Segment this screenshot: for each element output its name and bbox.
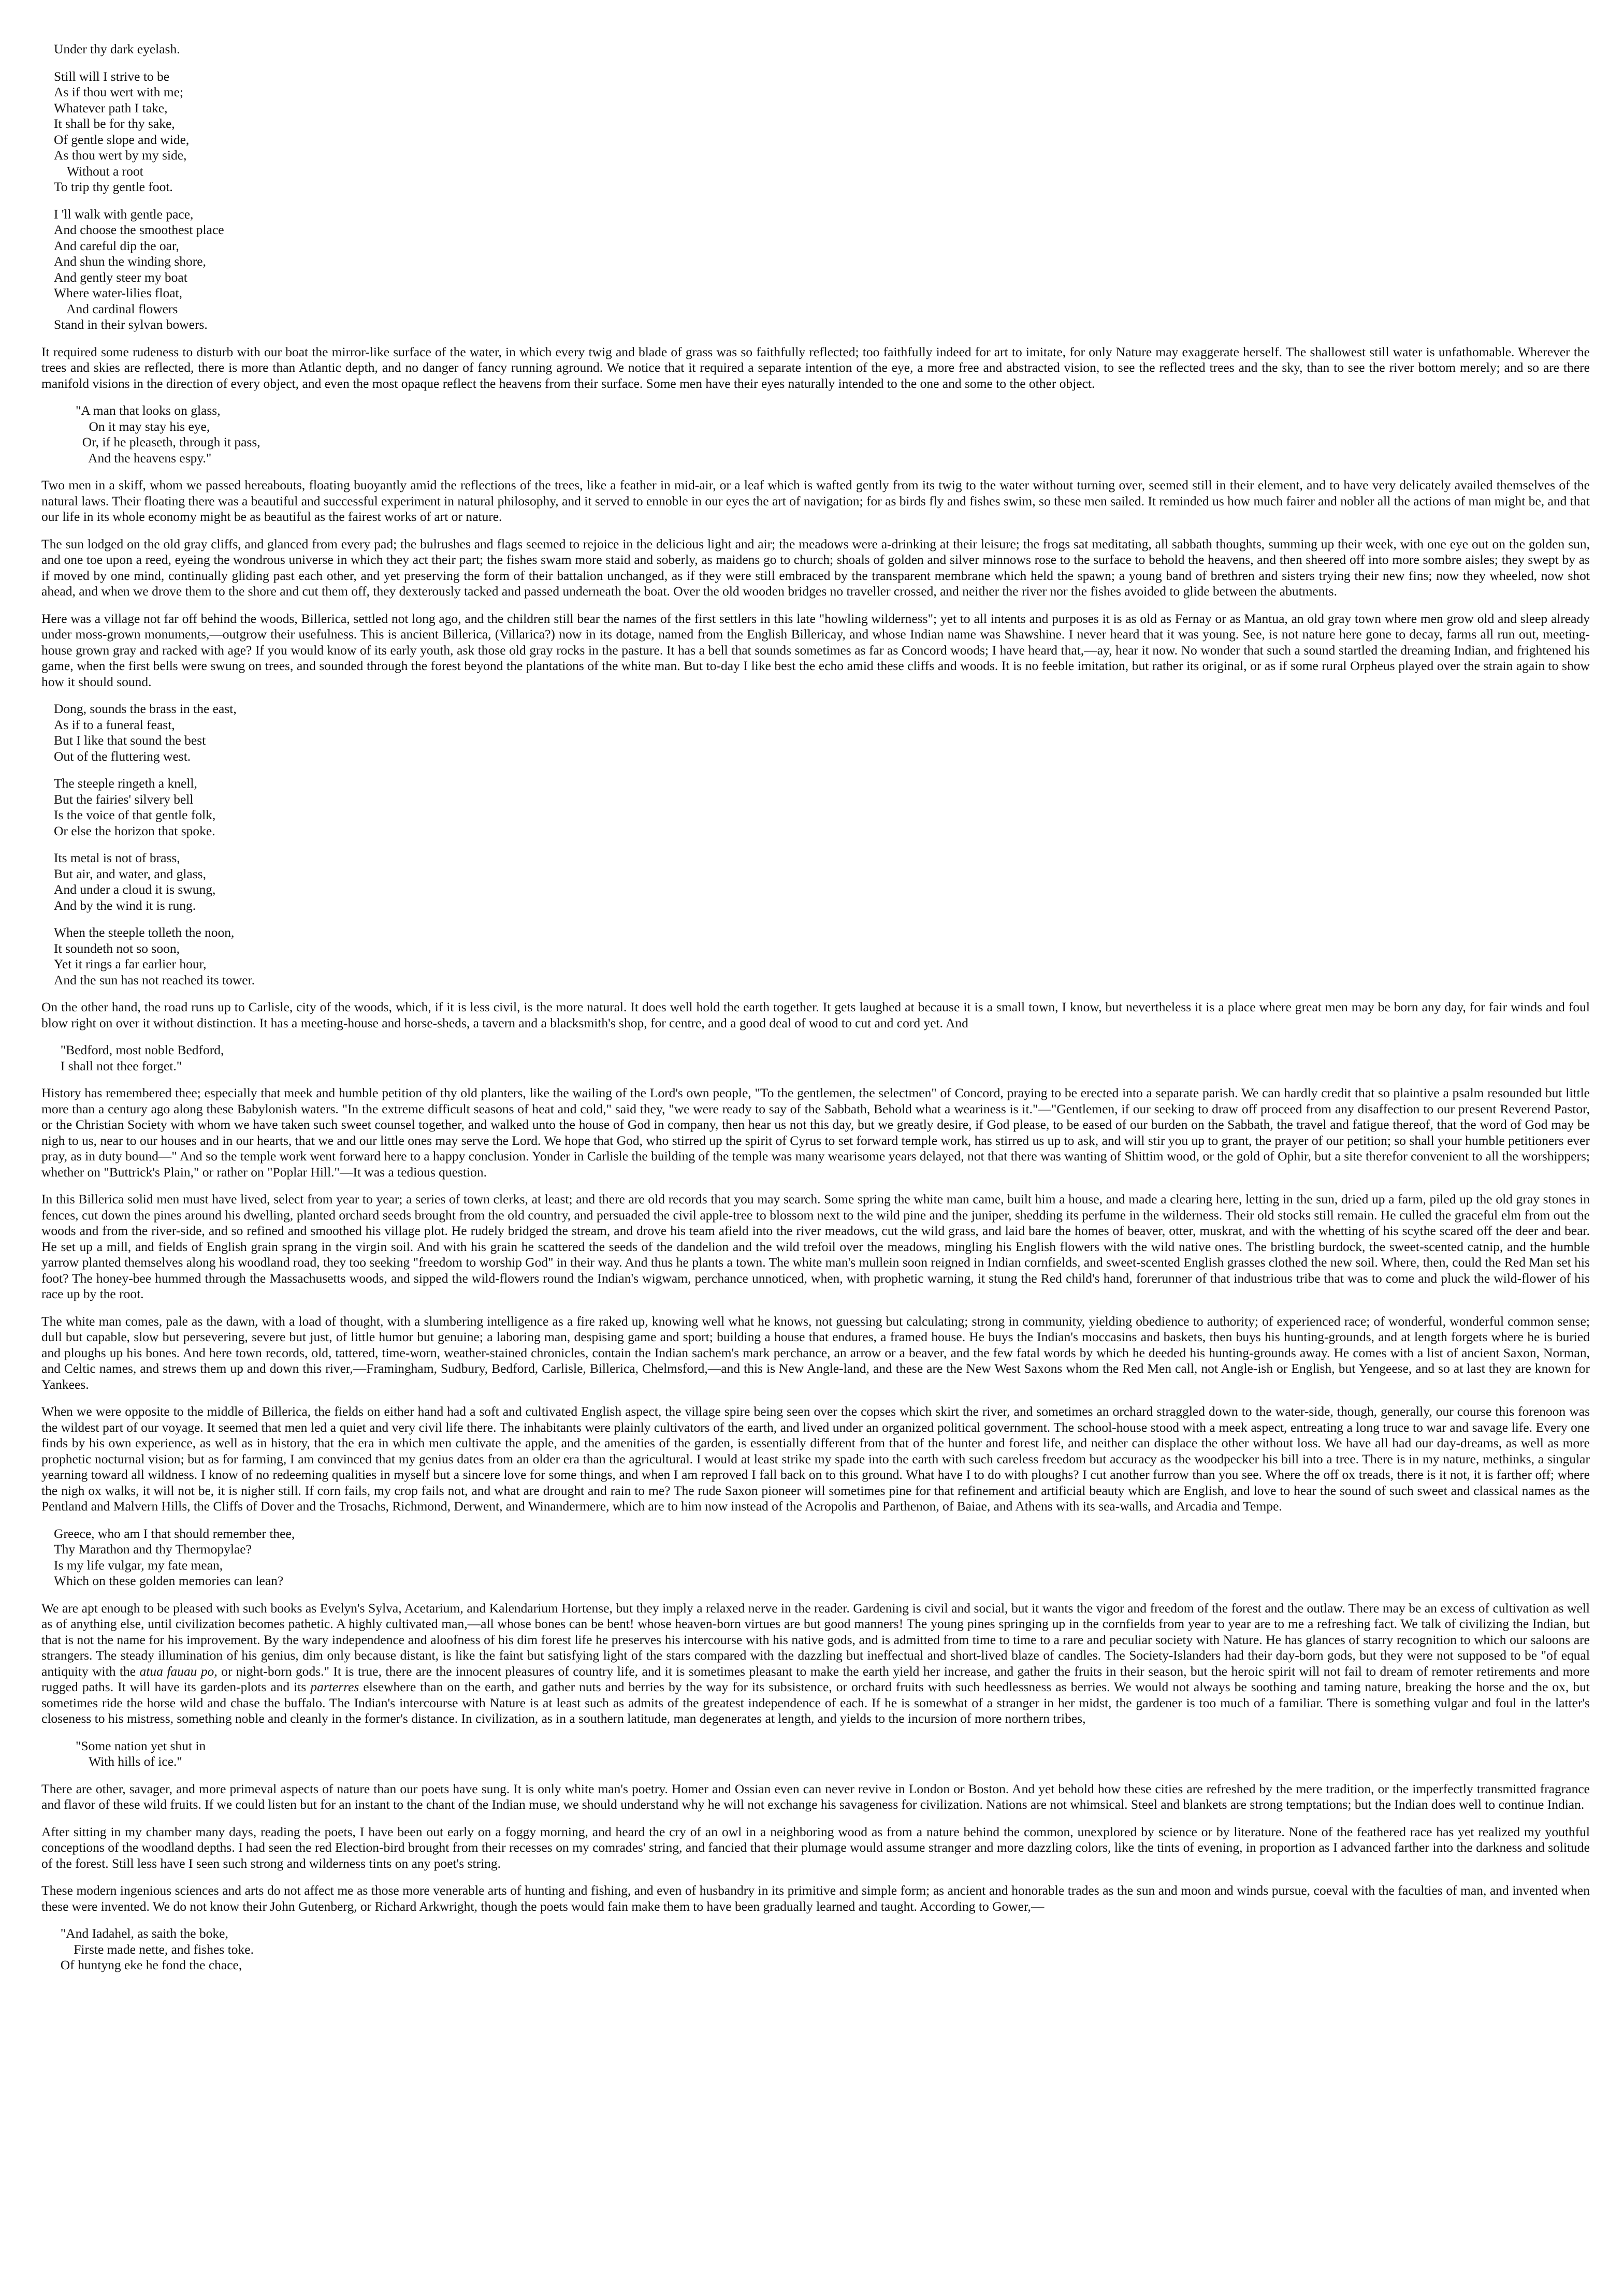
verse-line: On it may stay his eye, (76, 418, 210, 434)
prose-paragraph: The white man comes, pale as the dawn, with a load of thought, with a slumbering intelligence as a fire raked up, knowing well what he knows, not guessing but calculating; strong in community, yielding obedience to authority; of experienced race; of wonderful, wonderful common sense; dull but capable, slow but persevering, severe but just, of little humor but genuine; a laboring man, despising game and sport; building a house that endures, a framed house. He buys the Indian's moccasins and baskets, then buys his hunting-grounds, and at length forgets where he is buried and ploughs up his bones. And here town records, old, tattered, time-worn, weather-stained chronicles, contain the Indian sachem's mark perchance, an arrow or a beaver, and the few fatal words by which he deeded his hunting-grounds away. He comes with a list of ancient Saxon, Norman, and Celtic names, and strews them up and down this river,—Framingham, Sudbury, Bedford, Carlisle, Billerica, Chelmsford,—and this is New Angle-land, and these are the New West Saxons whom the Red Men call, not Angle-ish or English, but Yengeese, and so at last they are known for Yankees. (41, 1313, 1590, 1392)
prose-paragraph: Two men in a skiff, whom we passed hereabouts, floating buoyantly amid the reflections of the trees, like a feather in mid-air, or a leaf which is wafted gently from its twig to the water without turning over, seemed still in their element, and to have very delicately availed themselves of the natural laws. Their floating there was a beautiful and successful experiment in natural philosophy, and it served to ennoble in our eyes the art of navigation; for as birds fly and fishes swim, so these men sailed. It reminded us how much fairer and nobler all the actions of man might be, and that our life in its whole economy might be as beautiful as the fairest works of art or nature. (41, 477, 1590, 524)
prose-paragraph: The sun lodged on the old gray cliffs, and glanced from every pad; the bulrushes and flags seemed to rejoice in the delicious light and air; the meadows were a-drinking at their leisure; the frogs sat meditating, all sabbath thoughts, summing up their week, with one eye out on the golden sun, and one toe upon a reed, eyeing the wondrous universe in which they act their part; the fishes swam more staid and soberly, as maidens go to church; shoals of golden and silver minnows rose to the surface to behold the heavens, and then sheered off into more sombre aisles; they swept by as if moved by one mind, continually gliding past each other, and yet preserving the form of their battalion unchanged, as if they were still embraced by the transparent membrane which held the spawn; a young band of brethren and sisters trying their new fins; now they wheeled, now shot ahead, and when we drove them to the shore and cut them off, they dexterously tacked and passed underneath the boat. Over the old wooden bridges no traveller crossed, and neither the river nor the fishes avoided to glide between the abutments. (41, 536, 1590, 599)
verse-line: But I like that sound the best (54, 733, 206, 748)
verse-line: I 'll walk with gentle pace, (54, 206, 194, 222)
prose-paragraph (41, 1601, 1590, 1727)
page-text (41, 41, 1590, 2284)
verse-line: Of gentle slope and wide, (54, 132, 190, 147)
verse-line: Whatever path I take, (54, 100, 168, 115)
verse-line: Greece, who am I that should remember thee, (54, 1525, 295, 1541)
verse-line: Firste made nette, and fishes toke. (54, 1941, 254, 1957)
verse-stanza (54, 701, 1590, 764)
verse-line: Dong, sounds the brass in the east, (54, 701, 237, 716)
prose-paragraph: After sitting in my chamber many days, reading the poets, I have been out early on a foggy morning, and heard the cry of an owl in a neighboring wood as from a nature behind the common, unexplored by science or by literature. None of the feathered race has yet realized my youthful conceptions of the woodland depths. I had seen the red Election-bird brought from their recesses on my comrades' string, and fancied that their plumage would assume stranger and more dazzling colors, like the tints of evening, in proportion as I advanced farther into the darkness and solitude of the forest. Still less have I seen such strong and wilderness tints on any poet's string. (41, 1824, 1590, 1871)
verse-line: Stand in their sylvan bowers. (54, 317, 208, 332)
verse-stanza (76, 403, 1590, 466)
prose-paragraph: These modern ingenious sciences and arts do not affect me as those more venerable arts of hunting and fishing, and even of husbandry in its primitive and simple form; as ancient and honorable trades as the sun and moon and winds pursue, coeval with the faculties of man, and invented when these were invented. We do not know their John Gutenberg, or Richard Arkwright, though the poets would fain make them to have been gradually learned and taught. According to Gower,— (41, 1883, 1590, 1914)
verse-line: Where water-lilies float, (54, 285, 182, 300)
italic-phrase: atua fauau po (139, 1663, 214, 1679)
verse-line: Without a root (54, 163, 143, 179)
verse-line: And shun the winding shore, (54, 254, 206, 269)
verse-stanza (54, 69, 1590, 195)
verse-line: Or else the horizon that spoke. (54, 823, 215, 838)
verse-line: With hills of ice." (76, 1754, 182, 1769)
text-run: elsewhere than on the earth, and gather nuts and berries by the way for its subsistence, or orchard fruits with such heedlessness as berries. We would not always be soothing and taming nature, breaking the horse and the ox, but sometimes ride the horse wild and chase the buffalo. The Indian's intercourse with Nature is at least such as admits of the greatest independence of each. If he is somewhat of a stranger in her midst, the gardener is too much of a familiar. There is something vulgar and foul in the latter's closeness to his mistress, something noble and cleanly in the former's distance. In civilization, as in a southern latitude, man degenerates at length, and yields to the incursion of more northern tribes, (41, 1679, 1590, 1726)
verse-line: As if to a funeral feast, (54, 717, 175, 732)
prose-paragraph: There are other, savager, and more primeval aspects of nature than our poets have sung. It is only white man's poetry. Homer and Ossian even can never revive in London or Boston. And yet behold how these cities are refreshed by the mere tradition, or the imperfectly transmitted fragrance and flavor of these wild fruits. If we could listen but for an instant to the chant of the Indian muse, we should understand why he will not exchange his savageness for civilization. Nations are not whimsical. Steel and blankets are strong temptations; but the Indian does well to continue Indian. (41, 1781, 1590, 1812)
verse-stanza (54, 925, 1590, 988)
verse-line: And the heavens espy." (76, 450, 212, 466)
verse-line: Is my life vulgar, my fate mean, (54, 1557, 223, 1573)
verse-line: Its metal is not of brass, (54, 850, 180, 865)
verse-line: Out of the fluttering west. (54, 748, 191, 764)
verse-line: Which on these golden memories can lean? (54, 1573, 284, 1588)
verse-line: When the steeple tolleth the noon, (54, 925, 235, 940)
verse-line: As if thou wert with me; (54, 84, 184, 99)
verse-line: And by the wind it is rung. (54, 897, 196, 913)
verse-stanza (54, 1526, 1590, 1589)
text-run: , or night-born gods." It is true, there are the innocent pleasures of country life, and it is sometimes pleasant to make the earth yield her increase, and gather the fruits in their season, but the heroic spirit will not fail to dream of remoter retirements and more rugged paths. It will have its garden-plots and its (41, 1663, 1590, 1694)
verse-line: To trip thy gentle foot. (54, 179, 173, 194)
verse-stanza (76, 1738, 1590, 1770)
prose-paragraph: In this Billerica solid men must have lived, select from year to year; a series of town clerks, at least; and there are old records that you may search. Some spring the white man came, built him a house, and made a clearing here, letting in the sun, dried up a farm, piled up the old gray stones in fences, cut down the pines around his dwelling, planted orchard seeds brought from the old country, and persuaded the civil apple-tree to blossom next to the wild pine and the juniper, shedding its perfume in the wilderness. Their old stocks still remain. He culled the graceful elm from out the woods and from the river-side, and so refined and smoothed his village plot. He rudely bridged the stream, and drove his team afield into the river meadows, cut the wild grass, and laid bare the homes of beaver, otter, muskrat, and with the whetting of his scythe scared off the deer and bear. He set up a mill, and fields of English grain sprang in the virgin soil. And with his grain he scattered the seeds of the dandelion and the wild trefoil over the meadows, mingling his English flowers with the wild native ones. The bristling burdock, the sweet-scented catnip, and the humble yarrow planted themselves along his woodland road, they too seeking "freedom to worship God" in their way. And thus he plants a town. The white man's mullein soon reigned in Indian cornfields, and sweet-scented English grasses clothed the new soil. Where, then, could the Red Man set his foot? The honey-bee hummed through the Massachusetts woods, and sipped the wild-flowers round the Indian's wigwam, perchance unnoticed, when, with prophetic warning, it stung the Red child's hand, forerunner of that industrious tribe that was to come and pluck the wild-flower of his race up by the root. (41, 1191, 1590, 1301)
verse-line: Of huntyng eke he fond the chace, (54, 1957, 242, 1972)
verse-line: But air, and water, and glass, (54, 866, 206, 881)
verse-line: But the fairies' silvery bell (54, 791, 194, 807)
verse-stanza (54, 776, 1590, 839)
verse-line: "And Iadahel, as saith the boke, (54, 1926, 228, 1941)
verse-line: Thy Marathon and thy Thermopylae? (54, 1542, 252, 1557)
verse-line: I shall not thee forget." (54, 1058, 182, 1073)
verse-line: Under thy dark eyelash. (54, 41, 180, 56)
prose-paragraph: History has remembered thee; especially that meek and humble petition of thy old planters, like the wailing of the Lord's own people, "To the gentlemen, the selectmen" of Concord, praying to be erected into a separate parish. We can hardly credit that so plaintive a psalm resounded but little more than a century ago along these Babylonish waters. "In the extreme difficult seasons of heat and cold," said they, "we were ready to say of the Sabbath, Behold what a weariness is it."—"Gentlemen, if our seeking to draw off proceed from any disaffection to our present Reverend Pastor, or the Christian Society with whom we have taken such sweet counsel together, and walked unto the house of God in company, then hear us not this day, but we greatly desire, if God please, to be eased of our burden on the Sabbath, the travel and fatigue thereof, that the word of God may be nigh to us, near to our houses and in our hearts, that we and our little ones may serve the Lord. We hope that God, who stirred up the spirit of Cyrus to set forward temple work, has stirred us up to ask, and will stir you up to grant, the prayer of our petition; so shall your humble petitioners ever pray, as in duty bound—" And so the temple work went forward here to a happy conclusion. Yonder in Carlisle the building of the temple was many wearisome years delayed, not that there was wanting of Shittim wood, or the gold of Ophir, but a site therefor convenient to all the worshippers; whether on "Buttrick's Plain," or rather on "Poplar Hill."—It was a tedious question. (41, 1085, 1590, 1180)
verse-line: And careful dip the oar, (54, 238, 179, 253)
verse-line: And the sun has not reached its tower. (54, 972, 255, 987)
verse-stanza (54, 850, 1590, 913)
verse-line: And cardinal flowers (54, 301, 178, 316)
prose-paragraph: Here was a village not far off behind the woods, Billerica, settled not long ago, and the children still bear the names of the first settlers in this late "howling wilderness"; yet to all intents and purposes it is as old as Fernay or as Mantua, an old gray town where men grow old and sleep already under moss-grown monuments,—outgrow their usefulness. This is ancient Billerica, (Villarica?) now in its dotage, named from the English Billericay, and whose Indian name was Shawshine. I never heard that it was young. See, is not nature here gone to decay, farms all run out, meeting-house grown gray and racked with age? If you would know of its early youth, ask those old gray rocks in the pasture. It has a bell that sounds sometimes as far as Concord woods; I have heard that,—ay, hear it now. No wonder that such a sound startled the dreaming Indian, and frightened his game, when the first bells were swung on trees, and sounded through the forest beyond the plantations of the white man. But to-day I like best the echo amid these cliffs and woods. It is no feeble imitation, but rather its original, or as if some rural Orpheus played over the strain again to show how it should sound. (41, 611, 1590, 689)
italic-phrase: parterres (310, 1679, 359, 1694)
verse-line: Still will I strive to be (54, 68, 170, 84)
verse-stanza (54, 1926, 1590, 1973)
verse-stanza (54, 1042, 1590, 1074)
verse-line: "A man that looks on glass, (76, 403, 221, 418)
verse-line: "Bedford, most noble Bedford, (54, 1042, 224, 1057)
verse-line: Yet it rings a far earlier hour, (54, 956, 207, 971)
verse-line: The steeple ringeth a knell, (54, 776, 197, 791)
verse-line: It soundeth not so soon, (54, 940, 180, 956)
prose-paragraph: On the other hand, the road runs up to Carlisle, city of the woods, which, if it is less civil, is the more natural. It does well hold the earth together. It gets laughed at because it is a small town, I know, but nevertheless it is a place where great men may be born any day, for fair winds and foul blow right on over it without distinction. It has a meeting-house and horse-sheds, a tavern and a blacksmith's shop, for centre, and a good deal of wood to cut and cord yet. And (41, 999, 1590, 1030)
verse-stanza (54, 207, 1590, 333)
verse-line: "Some nation yet shut in (76, 1738, 206, 1753)
verse-line: And under a cloud it is swung, (54, 882, 216, 897)
verse-line: And choose the smoothest place (54, 222, 224, 237)
verse-line: Or, if he pleaseth, through it pass, (76, 434, 260, 449)
verse-line: And gently steer my boat (54, 269, 187, 285)
verse-line: Is the voice of that gentle folk, (54, 807, 216, 822)
verse-line: It shall be for thy sake, (54, 116, 175, 131)
verse-stanza (54, 41, 1590, 57)
text-run: We are apt enough to be pleased with such books as Evelyn's Sylva, Acetarium, and Kalendarium Hortense, but they imply a relaxed nerve in the reader. Gardening is civil and social, but it wants the vigor and freedom of the forest and the outlaw. There may be an excess of cultivation as well as of anything else, until civilization becomes pathetic. A highly cultivated man,—all whose bones can be bent! whose heaven-born virtues are but good manners! The young pines springing up in the cornfields from year to year are to me a refreshing fact. We talk of civilizing the Indian, but that is not the name for his improvement. By the wary independence and aloofness of his dim forest life he preserves his intercourse with his native gods, and is admitted from time to time to a rare and peculiar society with Nature. He has glances of starry recognition to which our saloons are strangers. The steady illumination of his genius, dim only because distant, is like the faint but satisfying light of the stars compared with the dazzling but ineffectual and short-lived blaze of candles. The Society-Islanders had their day-born gods, but they were not supposed to be "of equal antiquity with the (41, 1600, 1590, 1679)
prose-paragraph: When we were opposite to the middle of Billerica, the fields on either hand had a soft and cultivated English aspect, the village spire being seen over the copses which skirt the river, and sometimes an orchard straggled down to the water-side, though, generally, our course this forenoon was the wildest part of our voyage. It seemed that men led a quiet and very civil life there. The inhabitants were plainly cultivators of the earth, and lived under an organized political government. The school-house stood with a meek aspect, entreating a long truce to war and savage life. Every one finds by his own experience, as well as in history, that the era in which men cultivate the apple, and the amenities of the garden, is essentially different from that of the hunter and forest life, and neither can displace the other without loss. We have all had our day-dreams, as well as more prophetic nocturnal vision; but as for farming, I am convinced that my genius dates from an older era than the agricultural. I would at least strike my spade into the earth with such careless freedom but accuracy as the woodpecker his bill into a tree. There is in my nature, methinks, a singular yearning toward all wildness. I know of no redeeming qualities in myself but a sincere love for some things, and when I am reproved I fall back on to this ground. What have I to do with ploughs? I cut another furrow than you see. Where the off ox treads, there is it not, it is farther off; where the nigh ox walks, it will not be, it is nigher still. If corn fails, my crop fails not, and what are drought and rain to me? The rude Saxon pioneer will sometimes pine for that refinement and artificial beauty which are English, and love to hear the sound of such sweet and classical names as the Pentland and Malvern Hills, the Cliffs of Dover and the Trosachs, Richmond, Derwent, and Winandermere, which are to him now instead of the Acropolis and Parthenon, of Baiae, and Athens with its sea-walls, and Arcadia and Tempe. (41, 1404, 1590, 1514)
verse-line: As thou wert by my side, (54, 148, 187, 163)
prose-paragraph: It required some rudeness to disturb with our boat the mirror-like surface of the water, in which every twig and blade of grass was so faithfully reflected; too faithfully indeed for art to imitate, for only Nature may exaggerate herself. The shallowest still water is unfathomable. Wherever the trees and skies are reflected, there is more than Atlantic depth, and no danger of fancy running aground. We notice that it required a separate intention of the eye, a more free and abstracted vision, to see the reflected trees and the sky, than to see the river bottom merely; and so are there manifold visions in the direction of every object, and even the most opaque reflect the heavens from their surface. Some men have their eyes naturally intended to the one and some to the other object. (41, 344, 1590, 391)
